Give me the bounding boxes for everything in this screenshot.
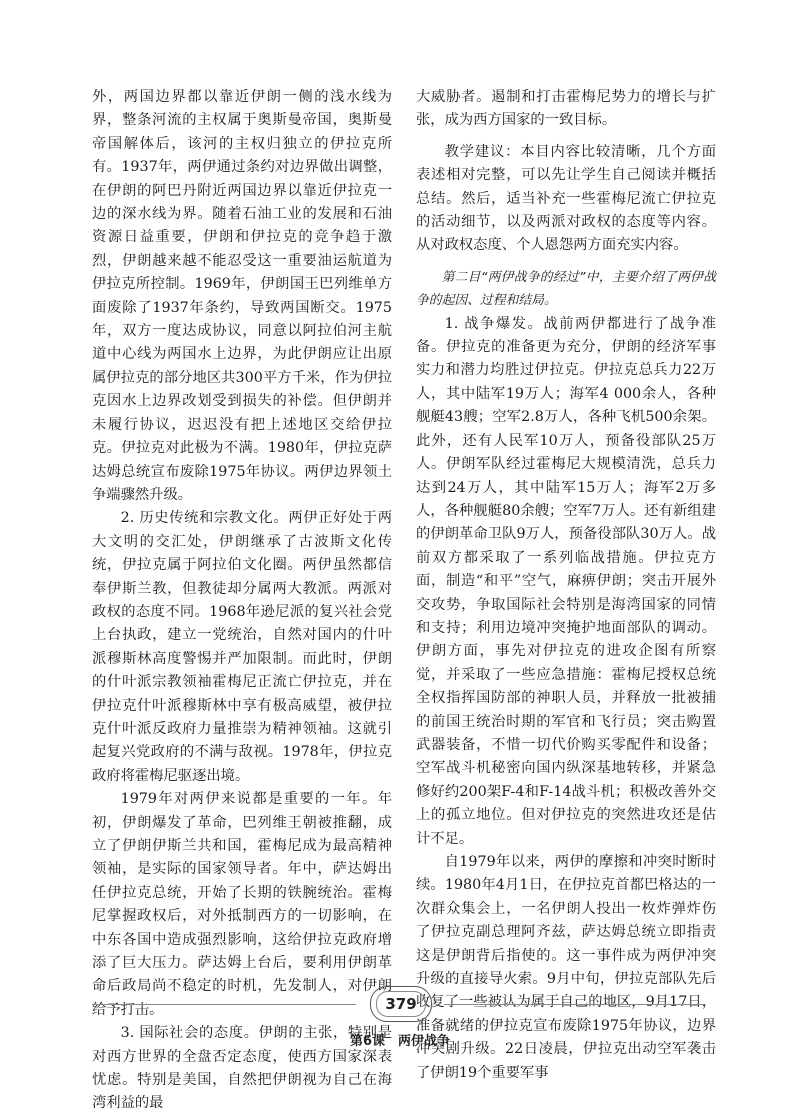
page-number-badge [370, 986, 432, 1022]
paragraph-border-dispute: 外，两国边界都以靠近伊朗一侧的浅水线为界，整条河流的主权属于奥斯曼帝国，奥斯曼帝国解体后，该河的主权归独立的伊拉克所有。1937年，两伊通过条约对边界做出调整，在伊朗的阿巴丹附近两国边界以靠近伊拉克一边的深水线为界。随着石油工业的发展和石油资源日益重要，伊朗和伊拉克的竞争趋于激烈，伊朗越来越不能忍受这一重要油运航道为伊拉克所控制。1969年，伊朗国王巴列维单方面废除了1937年条约，导致两国断交。1975年，双方一度达成协议，同意以阿拉伯河主航道中心线为两国水上边界，为此伊朗应让出原属伊拉克的部分地区共300平方千米，作为伊拉克因水上边界改划受到损失的补偿。但伊朗并未履行协议，迟迟没有把上述地区交给伊拉克。伊拉克对此极为不满。1980年，伊拉克萨达姆总统宣布废除1975年协议。两伊边界领土争端骤然升级。 [92, 89, 392, 503]
paragraph-history-religion: 2. 历史传统和宗教文化。两伊正好处于两大文明的交汇处，伊朗继承了古波斯文化传统，伊拉克属于阿拉伯文化圈。两伊虽然都信奉伊斯兰教，但教徒却分属两大教派。两派对政权的态度不同。1968年逊尼派的复兴社会党上台执政，建立一党统治，自然对国内的什叶派穆斯林高度警惕并严加限制。而此时，伊朗的什叶派宗教领袖霍梅尼正流亡伊拉克，并在伊拉克什叶派穆斯林中享有极高威望，被伊拉克什叶派反政府力量推崇为精神领袖。这就引起复兴党政府的不满与敌视。1978年，伊拉克政府将霍梅尼驱逐出境。 [92, 510, 392, 784]
left-column [92, 86, 392, 1116]
paragraph-international-attitude: 3. 国际社会的态度。伊朗的主张，特别是对西方世界的全盘否定态度，使西方国家深表忧虑。特别是美国，自然把伊朗视为自己在海湾利益的最 [92, 1025, 392, 1112]
section-intro: 第二目“两伊战争的经过”中，主要介绍了两伊战争的起因、过程和结局。 [416, 269, 716, 309]
page-number: 379 [376, 991, 426, 1017]
right-column [416, 86, 716, 1085]
paragraph-western-goal: 大威胁者。遏制和打击霍梅尼势力的增长与扩张，成为西方国家的一致目标。 [416, 89, 716, 129]
teaching-suggestion: 教学建议：本目内容比较清晰，几个方面表述相对完整，可以先让学生自己阅读并概括总结。然后，适当补充一些霍梅尼流亡伊拉克的活动细节，以及两派对政权的态度等内容。从对政权态度、个人恩怨两方面充实内容。 [416, 143, 716, 254]
paragraph-1979: 1979年对两伊来说都是重要的一年。年初，伊朗爆发了革命，巴列维王朝被推翻，成立了伊朗伊斯兰共和国，霍梅尼成为最高精神领袖，是实际的国家领导者。年中，萨达姆出任伊拉克总统，开始了长期的铁腕统治。霍梅尼掌握政权后，对外抵制西方的一切影响，在中东各国中造成强烈影响，这给伊拉克政府增添了巨大压力。萨达姆上台后，要利用伊朗革命后政局尚不稳定的时机，先发制人，对伊朗给予打击。 [92, 791, 392, 1018]
footer-rule-right [444, 1004, 706, 1005]
footer-rule-left [92, 1004, 356, 1005]
paragraph-1980-escalation: 自1979年以来，两伊的摩擦和冲突时断时续。1980年4月1日，在伊拉克首都巴格达的一次群众集会上，一名伊朗人投出一枚炸弹炸伤了伊拉克副总理阿齐兹，萨达姆总统立即指责这是伊朗背后指使的。这一事件成为两伊冲突升级的直接导火索。9月中旬，伊拉克部队先后收复了一些被认为属于自己的地区，9月17日，准备就绪的伊拉克宣布废除1975年协议，边界冲突剧升级。22日凌晨，伊拉克出动空军袭击了伊朗19个重要军事 [416, 854, 716, 1081]
lesson-title: 第6课 两伊战争 [349, 1034, 451, 1049]
paragraph-war-outbreak: 1. 战争爆发。战前两伊都进行了战争准备。伊拉克的准备更为充分，伊朗的经济军事实力和潜力均胜过伊拉克。伊拉克总兵力22万人，其中陆军19万人；海军4 000余人，各种舰艇43艘；空军2.8万人，各种飞机500余架。此外，还有人民军10万人，预备役部队25万人。伊朗军队经过霍梅尼大规模清洗，总兵力达到24万人，其中陆军15万人；海军2万多人，各种舰艇80余艘；空军7万人。还有新组建的伊朗革命卫队9万人，预备役部队30万人。战前双方都采取了一系列临战措施。伊拉克方面，制造“和平”空气，麻痹伊朗；突击开展外交攻势，争取国际社会特别是海湾国家的同情和支持；利用边境冲突掩护地面部队的调动。伊朗方面，事先对伊拉克的进攻企图有所察觉，并采取了一些应急措施：霍梅尼授权总统全权指挥国防部的神职人员，并释放一批被捕的前国王统治时期的军官和飞行员；突击购置武器装备，不惜一切代价购买零配件和设备；空军战斗机秘密向国内纵深基地转移，并紧急修好约200架F-4和F-14战斗机；积极改善外交上的孤立地位。但对伊拉克的突然进攻还是估计不足。 [416, 315, 716, 847]
